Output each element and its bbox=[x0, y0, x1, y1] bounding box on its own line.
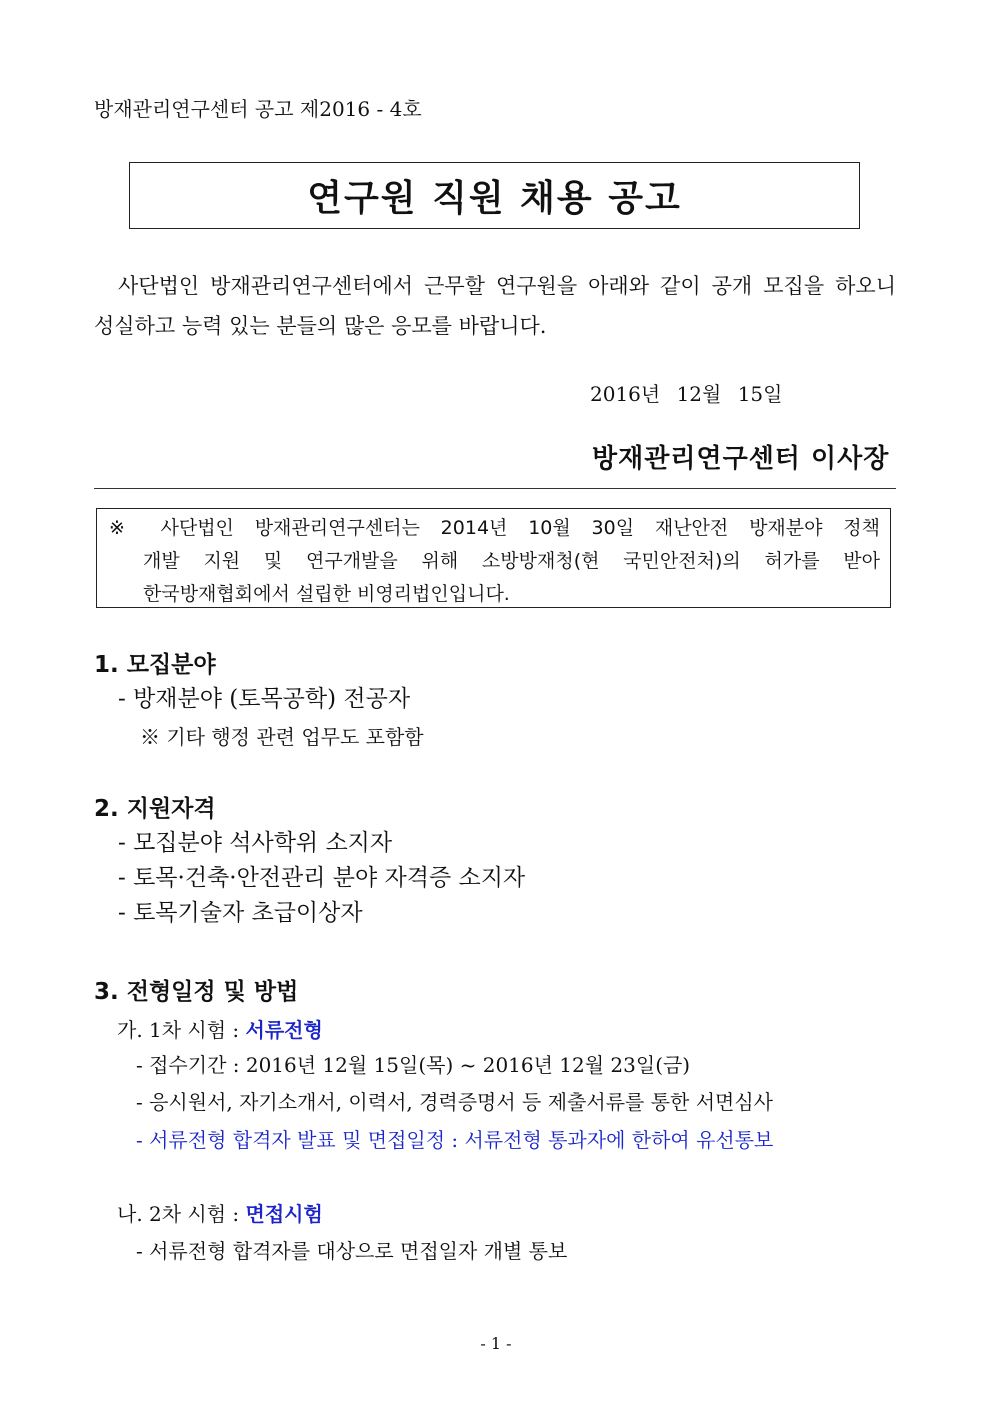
section-2-heading: 2. 지원자격 bbox=[94, 796, 216, 822]
divider bbox=[94, 488, 896, 489]
document-title: 연구원 직원 채용 공고 bbox=[307, 178, 682, 219]
signer: 방재관리연구센터 이사장 bbox=[592, 444, 890, 474]
second-exam-prefix: 나. 2차 시험 : bbox=[117, 1202, 246, 1226]
section-1-heading: 1. 모집분야 bbox=[94, 652, 216, 678]
first-exam-label: 서류전형 bbox=[245, 1018, 323, 1042]
second-exam-item-1: - 서류전형 합격자를 대상으로 면접일자 개별 통보 bbox=[136, 1239, 568, 1263]
intro-line-2: 성실하고 능력 있는 분들의 많은 응모를 바랍니다. bbox=[94, 314, 547, 338]
second-exam-label: 면접시험 bbox=[245, 1202, 323, 1226]
first-exam-prefix: 가. 1차 시험 : bbox=[117, 1018, 246, 1042]
first-exam-item-1: - 접수기간 : 2016년 12월 15일(목) ~ 2016년 12월 23일(금) bbox=[136, 1053, 691, 1077]
section-2-item-2: - 토목·건축·안전관리 분야 자격증 소지자 bbox=[118, 865, 526, 891]
section-3-heading: 3. 전형일정 및 방법 bbox=[94, 979, 299, 1005]
page-number: - 1 - bbox=[480, 1334, 512, 1353]
section-2-item-3: - 토목기술자 초급이상자 bbox=[118, 900, 363, 926]
intro-paragraph bbox=[94, 266, 896, 346]
note-line-3: 한국방재협회에서 설립한 비영리법인입니다. bbox=[143, 583, 510, 605]
notice-date: 2016년 12월 15일 bbox=[590, 382, 783, 406]
note-line-2: 개발 지원 및 연구개발을 위해 소방방재청(현 국민안전처)의 허가를 받아 bbox=[143, 550, 880, 572]
title-box bbox=[129, 162, 860, 229]
note-box bbox=[96, 508, 891, 608]
first-exam-item-3: - 서류전형 합격자 발표 및 면접일정 : 서류전형 통과자에 한하여 유선통보 bbox=[136, 1128, 774, 1152]
intro-line-1: 사단법인 방재관리연구센터에서 근무할 연구원을 아래와 같이 공개 모집을 하오니 bbox=[118, 274, 896, 298]
second-exam-line bbox=[117, 1198, 323, 1227]
note-line-1: ※ 사단법인 방재관리연구센터는 2014년 10월 30일 재난안전 방재분야 정책 bbox=[109, 517, 880, 539]
section-1-item-1: - 방재분야 (토목공학) 전공자 bbox=[118, 686, 411, 712]
section-1-subnote: ※ 기타 행정 관련 업무도 포함함 bbox=[140, 725, 424, 749]
notice-number: 방재관리연구센터 공고 제2016 - 4호 bbox=[94, 97, 422, 121]
first-exam-line bbox=[117, 1014, 323, 1043]
section-2-item-1: - 모집분야 석사학위 소지자 bbox=[118, 830, 393, 856]
first-exam-item-2: - 응시원서, 자기소개서, 이력서, 경력증명서 등 제출서류를 통한 서면심사 bbox=[136, 1090, 773, 1114]
